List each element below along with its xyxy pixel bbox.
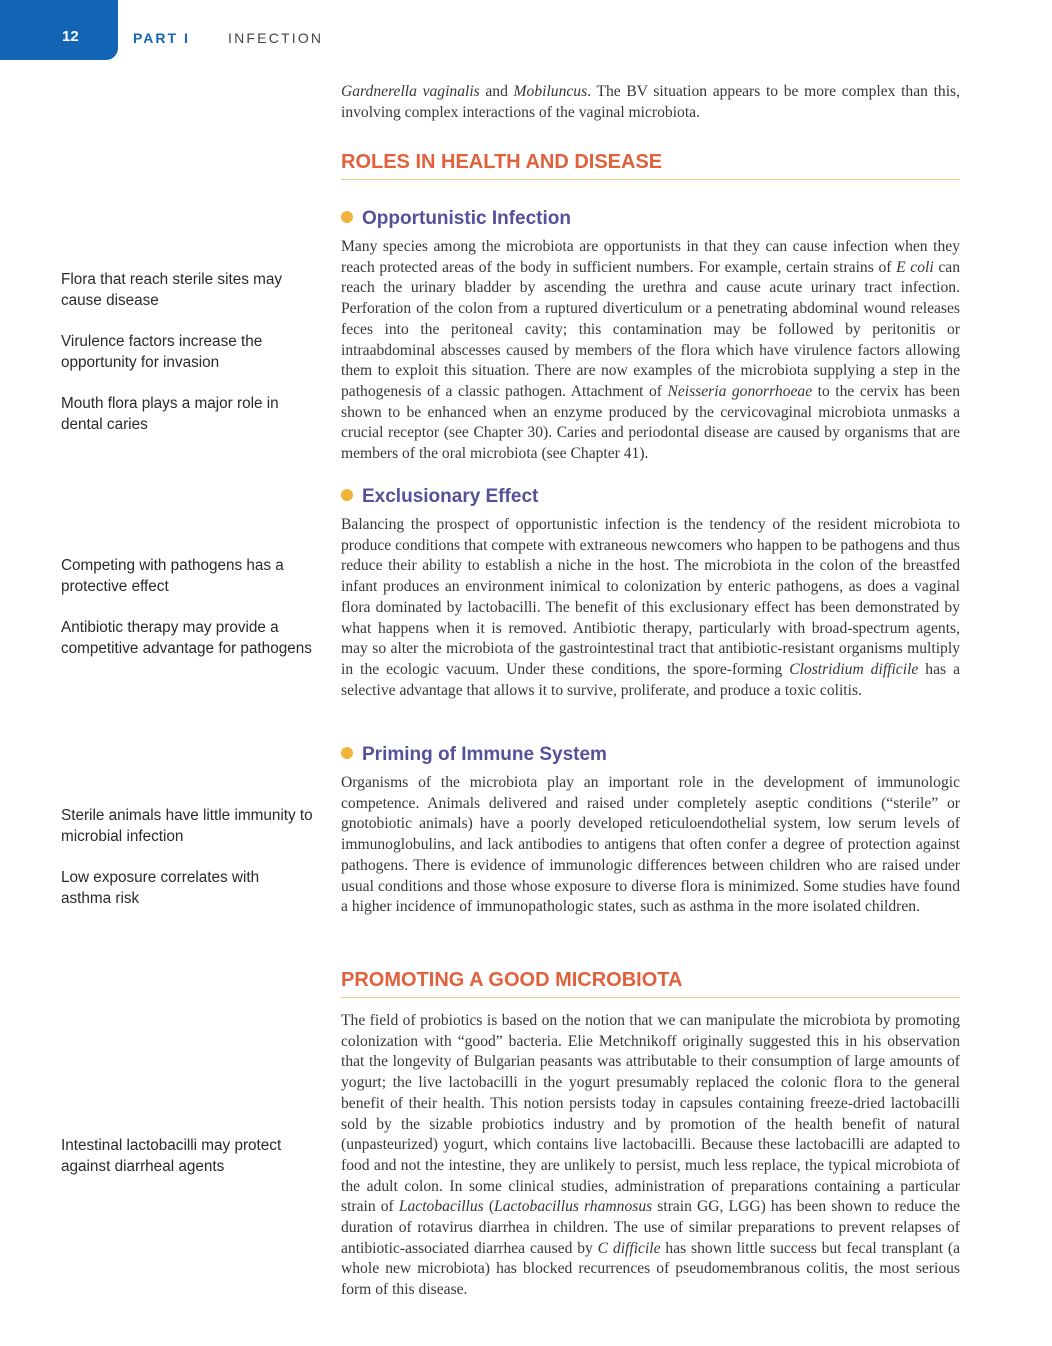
- italic-term: Neisseria gonorrhoeae: [667, 382, 813, 400]
- subheading-text: Exclusionary Effect: [362, 486, 539, 507]
- bullet-icon: [341, 489, 353, 501]
- part-label: PART I: [133, 30, 190, 46]
- margin-note: Intestinal lactobacilli may protect against diarrheal agents: [61, 1137, 282, 1175]
- text-run: . The BV situation appears to be more complex than this, involving complex interactions of the vaginal microbiota.: [341, 83, 960, 121]
- section-heading-promoting: PROMOTING A GOOD MICROBIOTA: [341, 969, 960, 998]
- paragraph-opportunistic: [341, 237, 960, 465]
- intro-paragraph: [341, 82, 960, 123]
- text-run: Organisms of the microbiota play an important role in the development of immunologic competence. Animals delivered and raised under completely aseptic conditions (“sterile” or gnotobiotic animals) have a poorly developed reticuloendothelial system, low serum levels of immunoglobulins, and lack antibodies to antigens that often confer a degree of protection against pathogens. There is evidence of immunologic differences between children who are raised under usual conditions and those whose exposure to diverse flora is minimized. Some studies have found a higher incidence of immunopathologic states, such as asthma in the more isolated children.: [341, 774, 960, 916]
- section-heading-roles: ROLES IN HEALTH AND DISEASE: [341, 151, 960, 180]
- text-run: to the cervix has been shown to be enhanced when an enzyme produced by the cervicovaginal microbiota unmasks a crucial receptor (see Chapter 30). Caries and periodontal disease are caused by organisms that are members of the oral microbiota (see Chapter 41).: [341, 382, 960, 463]
- page-number: 12: [62, 28, 79, 45]
- bullet-icon: [341, 211, 353, 223]
- subheading-priming: [341, 744, 607, 766]
- margin-note: Antibiotic therapy may provide a competitive advantage for pathogens: [61, 619, 312, 657]
- paragraph-promoting: [341, 1011, 960, 1301]
- text-run: and: [479, 83, 514, 100]
- italic-term: E coli: [896, 258, 934, 276]
- part-title: INFECTION: [228, 30, 324, 46]
- text-run: can reach the urinary bladder by ascending the urethra and cause acute urinary tract infection. Perforation of the colon from a ruptured diverticulum or a penetrating abdominal wound releases feces into the peritoneal cavity; this contamination may be followed by peritonitis or intraabdominal abscesses caused by members of the flora which have virulence factors allowing them to exploit this situation. There are now examples of the microbiota supplying a step in the pathogenesis of a classic pathogen. Attachment of: [341, 258, 961, 400]
- margin-note: Virulence factors increase the opportunity for invasion: [61, 333, 263, 371]
- text-run: The field of probiotics is based on the notion that we can manipulate the microbiota by promoting colonization with “good” bacteria. Elie Metchnikoff originally suggested this in his observation that the longevity of Bulgarian peasants was attributable to their consumption of large amounts of yogurt; the live lactobacilli in the yogurt presumably replaced the colonic flora to the general benefit of their health. This notion persists today in capsules containing freeze-dried lactobacilli sold by the sizable probiotics industry and by promotion of the health benefit of natural (unpasteurized) yogurt, which contains live lactobacilli. Because these lactobacilli are adapted to food and not the intestine, they are unlikely to persist, much less replace, the typical microbiota of the adult colon. In some clinical studies, administration of preparations containing a particular strain of: [341, 1012, 960, 1216]
- margin-note: Competing with pathogens has a protective effect: [61, 557, 284, 595]
- paragraph-exclusionary: [341, 515, 960, 701]
- italic-term: Clostridium difficile: [789, 660, 919, 678]
- subheading-text: Priming of Immune System: [362, 744, 607, 765]
- margin-note: Sterile animals have little immunity to microbial infection: [61, 807, 313, 845]
- text-run: (: [483, 1198, 495, 1216]
- italic-term: Gardnerella vaginalis: [341, 83, 480, 100]
- italic-term: Mobiluncus: [513, 83, 588, 100]
- page-number-tab: [0, 0, 118, 60]
- margin-note: Flora that reach sterile sites may cause disease: [61, 271, 283, 309]
- text-run: has shown little success but fecal transplant (a whole new microbiota) has blocked recurrences of pseudomembranous colitis, the most serious form of this disease.: [341, 1239, 960, 1299]
- italic-term: Lactobacillus: [398, 1198, 484, 1216]
- italic-term: Lactobacillus rhamnosus: [494, 1198, 653, 1216]
- margin-note: Low exposure correlates with asthma risk: [61, 869, 260, 907]
- subheading-exclusionary: [341, 486, 538, 508]
- text-run: strain GG, LGG) has been shown to reduce the duration of rotavirus diarrhea in children. The use of similar preparations to prevent relapses of antibiotic-associated diarrhea caused by: [341, 1198, 961, 1257]
- text-run: Balancing the prospect of opportunistic infection is the tendency of the resident microbiota to produce conditions that compete with extraneous newcomers who happen to be pathogens and thus reduce their ability to establish a niche in the host. The microbiota in the colon of the breastfed infant produces an environment inimical to colonization by enteric pathogens, as does a vaginal flora dominated by lactobacilli. The benefit of this exclusionary effect has been demonstrated by what happens when it is removed. Antibiotic therapy, particularly with broad-spectrum agents, may so alter the microbiota of the gastrointestinal tract that antibiotic-resistant organisms multiply in the ecologic vacuum. Under these conditions, the spore-forming: [341, 516, 960, 678]
- text-run: has a selective advantage that allows it to survive, proliferate, and produce a toxic colitis.: [341, 660, 960, 699]
- text-run: Many species among the microbiota are opportunists in that they can cause infection when they reach protected areas of the body in sufficient numbers. For example, certain strains of: [341, 238, 960, 276]
- italic-term: C difficile: [597, 1239, 661, 1257]
- paragraph-priming: [341, 773, 960, 918]
- bullet-icon: [341, 747, 353, 759]
- subheading-text: Opportunistic Infection: [362, 208, 571, 229]
- subheading-opportunistic: [341, 208, 571, 230]
- margin-note: Mouth flora plays a major role in dental caries: [61, 395, 279, 433]
